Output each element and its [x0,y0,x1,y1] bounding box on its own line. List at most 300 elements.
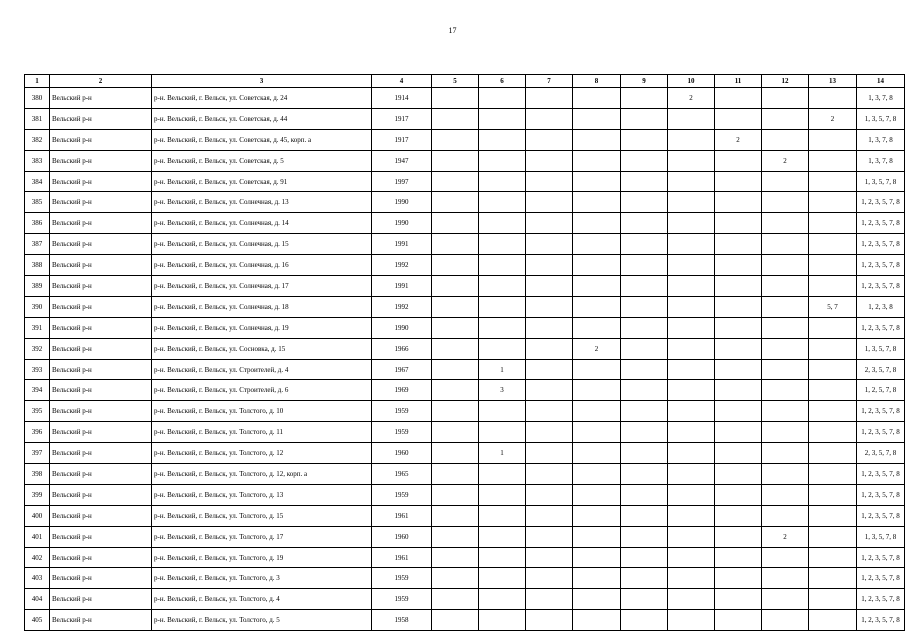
table-cell-col-5 [432,150,479,171]
table-cell-col-11 [715,505,762,526]
table-cell-col-9 [621,338,668,359]
table-cell-col-4: 1958 [372,610,432,631]
table-cell-col-1: 384 [25,171,50,192]
table-cell-col-6: 1 [479,359,526,380]
table-cell-col-7 [526,88,573,109]
table-cell-col-9 [621,484,668,505]
table-cell-col-1: 396 [25,422,50,443]
table-cell-col-11 [715,484,762,505]
column-header-4: 4 [372,75,432,88]
table-cell-col-8 [573,171,621,192]
table-cell-col-3: р-н. Вельский, г. Вельск, ул. Строителей, д. 6 [152,380,372,401]
table-cell-col-5 [432,234,479,255]
table-cell-col-7 [526,213,573,234]
table-cell-col-7 [526,380,573,401]
table-cell-col-2: Вельский р-н [50,213,152,234]
table-cell-col-11 [715,338,762,359]
table-cell-col-9 [621,443,668,464]
table-cell-col-1: 391 [25,317,50,338]
table-cell-col-14: 1, 2, 3, 5, 7, 8 [857,317,905,338]
table-cell-col-10 [668,150,715,171]
table-row [25,255,905,276]
table-cell-col-4: 1959 [372,422,432,443]
table-cell-col-1: 383 [25,150,50,171]
table-cell-col-6 [479,213,526,234]
table-cell-col-1: 387 [25,234,50,255]
table-cell-col-5 [432,547,479,568]
table-cell-col-11 [715,171,762,192]
table-cell-col-6 [479,317,526,338]
table-cell-col-2: Вельский р-н [50,380,152,401]
table-cell-col-1: 400 [25,505,50,526]
table-cell-col-14: 1, 3, 5, 7, 8 [857,171,905,192]
table-cell-col-3: р-н. Вельский, г. Вельск, ул. Советская, д. 44 [152,108,372,129]
table-cell-col-9 [621,610,668,631]
table-cell-col-3: р-н. Вельский, г. Вельск, ул. Толстого, д. 5 [152,610,372,631]
table-cell-col-9 [621,547,668,568]
table-row [25,568,905,589]
table-cell-col-7 [526,547,573,568]
table-cell-col-4: 1917 [372,108,432,129]
table-cell-col-2: Вельский р-н [50,192,152,213]
table-cell-col-7 [526,276,573,297]
table-cell-col-7 [526,401,573,422]
table-cell-col-9 [621,526,668,547]
table-cell-col-10 [668,547,715,568]
table-cell-col-3: р-н. Вельский, г. Вельск, ул. Толстого, д. 4 [152,589,372,610]
table-cell-col-3: р-н. Вельский, г. Вельск, ул. Советская, д. 5 [152,150,372,171]
table-cell-col-5 [432,380,479,401]
table-cell-col-10 [668,171,715,192]
table-cell-col-8 [573,150,621,171]
table-cell-col-3: р-н. Вельский, г. Вельск, ул. Толстого, д. 13 [152,484,372,505]
table-cell-col-7 [526,464,573,485]
table-cell-col-9 [621,108,668,129]
table-cell-col-2: Вельский р-н [50,171,152,192]
table-cell-col-7 [526,171,573,192]
table-cell-col-13 [809,526,857,547]
table-cell-col-14: 1, 2, 3, 5, 7, 8 [857,568,905,589]
table-cell-col-4: 1992 [372,255,432,276]
table-cell-col-8 [573,276,621,297]
table-cell-col-10 [668,380,715,401]
table-cell-col-14: 1, 2, 3, 5, 7, 8 [857,610,905,631]
table-cell-col-10 [668,464,715,485]
table-row [25,443,905,464]
table-cell-col-12 [762,171,809,192]
table-cell-col-6: 3 [479,380,526,401]
table-row [25,129,905,150]
table-cell-col-4: 1914 [372,88,432,109]
table-cell-col-2: Вельский р-н [50,108,152,129]
table-cell-col-11 [715,547,762,568]
table-cell-col-12 [762,359,809,380]
table-cell-col-8 [573,401,621,422]
table-cell-col-14: 1, 2, 3, 5, 7, 8 [857,234,905,255]
table-cell-col-1: 404 [25,589,50,610]
table-cell-col-14: 1, 2, 3, 5, 7, 8 [857,422,905,443]
table-cell-col-8 [573,589,621,610]
table-cell-col-10 [668,338,715,359]
table-cell-col-12 [762,192,809,213]
table-cell-col-11 [715,422,762,443]
table-cell-col-11 [715,192,762,213]
table-cell-col-1: 394 [25,380,50,401]
table-cell-col-14: 1, 3, 7, 8 [857,129,905,150]
table-cell-col-12 [762,484,809,505]
table-cell-col-11 [715,150,762,171]
table-cell-col-4: 1991 [372,234,432,255]
table-cell-col-1: 395 [25,401,50,422]
table-cell-col-10 [668,610,715,631]
table-cell-col-4: 1959 [372,589,432,610]
page-number: 17 [448,26,457,35]
table-cell-col-9 [621,129,668,150]
column-header-14: 14 [857,75,905,88]
table-cell-col-5 [432,296,479,317]
table-cell-col-12 [762,129,809,150]
table-cell-col-4: 1992 [372,296,432,317]
table-cell-col-10 [668,484,715,505]
table-cell-col-7 [526,192,573,213]
table-cell-col-11 [715,296,762,317]
table-cell-col-6 [479,589,526,610]
table-cell-col-5 [432,276,479,297]
table-cell-col-3: р-н. Вельский, г. Вельск, ул. Толстого, д. 11 [152,422,372,443]
table-cell-col-12 [762,443,809,464]
table-cell-col-1: 386 [25,213,50,234]
table-cell-col-10 [668,317,715,338]
table-cell-col-13 [809,338,857,359]
table-cell-col-10: 2 [668,88,715,109]
table-cell-col-13 [809,401,857,422]
table-cell-col-9 [621,192,668,213]
table-cell-col-12 [762,276,809,297]
table-cell-col-9 [621,380,668,401]
table-cell-col-6 [479,276,526,297]
table-cell-col-10 [668,296,715,317]
table-cell-col-12 [762,317,809,338]
table-cell-col-6 [479,150,526,171]
table-cell-col-13 [809,610,857,631]
table-row [25,296,905,317]
table-row [25,150,905,171]
table-cell-col-11: 2 [715,129,762,150]
table-cell-col-12 [762,380,809,401]
table-cell-col-11 [715,526,762,547]
table-cell-col-13 [809,547,857,568]
table-cell-col-7 [526,568,573,589]
table-cell-col-9 [621,401,668,422]
table-cell-col-12 [762,255,809,276]
table-row [25,234,905,255]
table-cell-col-5 [432,568,479,589]
table-cell-col-10 [668,276,715,297]
table-cell-col-4: 1960 [372,443,432,464]
table-cell-col-9 [621,422,668,443]
table-cell-col-4: 1959 [372,484,432,505]
table-cell-col-4: 1990 [372,213,432,234]
table-cell-col-7 [526,526,573,547]
table-cell-col-11 [715,568,762,589]
table-cell-col-14: 2, 3, 5, 7, 8 [857,443,905,464]
table-cell-col-5 [432,129,479,150]
table-cell-col-1: 389 [25,276,50,297]
table-cell-col-11 [715,88,762,109]
table-cell-col-1: 403 [25,568,50,589]
table-cell-col-5 [432,108,479,129]
table-cell-col-7 [526,317,573,338]
table-row [25,88,905,109]
table-cell-col-5 [432,213,479,234]
table-cell-col-13: 2 [809,108,857,129]
table-cell-col-14: 1, 2, 3, 5, 7, 8 [857,484,905,505]
table-cell-col-4: 1961 [372,547,432,568]
table-cell-col-14: 1, 2, 3, 5, 7, 8 [857,401,905,422]
table-cell-col-8 [573,296,621,317]
table-cell-col-12 [762,338,809,359]
table-cell-col-14: 1, 3, 5, 7, 8 [857,526,905,547]
table-cell-col-4: 1960 [372,526,432,547]
table-row [25,484,905,505]
table-cell-col-9 [621,234,668,255]
table-cell-col-5 [432,422,479,443]
table-cell-col-3: р-н. Вельский, г. Вельск, ул. Солнечная, д. 13 [152,192,372,213]
table-cell-col-6 [479,547,526,568]
column-header-11: 11 [715,75,762,88]
table-cell-col-6 [479,401,526,422]
table-cell-col-3: р-н. Вельский, г. Вельск, ул. Советская, д. 24 [152,88,372,109]
table-cell-col-7 [526,296,573,317]
table-cell-col-3: р-н. Вельский, г. Вельск, ул. Толстого, д. 10 [152,401,372,422]
table-cell-col-5 [432,338,479,359]
table-cell-col-4: 1990 [372,192,432,213]
table-cell-col-6 [479,192,526,213]
table-cell-col-13 [809,589,857,610]
table-cell-col-9 [621,296,668,317]
table-cell-col-9 [621,505,668,526]
table-cell-col-8 [573,255,621,276]
table-cell-col-14: 1, 2, 5, 7, 8 [857,380,905,401]
table-cell-col-9 [621,276,668,297]
table-cell-col-13: 5, 7 [809,296,857,317]
table-row [25,547,905,568]
table-cell-col-3: р-н. Вельский, г. Вельск, ул. Строителей, д. 4 [152,359,372,380]
table-cell-col-11 [715,610,762,631]
table-cell-col-6 [479,88,526,109]
table-cell-col-7 [526,255,573,276]
table-cell-col-9 [621,171,668,192]
table-cell-col-8 [573,108,621,129]
column-header-2: 2 [50,75,152,88]
table-cell-col-7 [526,150,573,171]
table-cell-col-2: Вельский р-н [50,401,152,422]
table-cell-col-12 [762,296,809,317]
table-cell-col-12 [762,505,809,526]
table-cell-col-11 [715,443,762,464]
table-cell-col-13 [809,484,857,505]
table-cell-col-7 [526,129,573,150]
table-body [25,88,905,631]
table-cell-col-7 [526,443,573,464]
table-cell-col-1: 382 [25,129,50,150]
table-row [25,359,905,380]
table-cell-col-11 [715,234,762,255]
table-cell-col-14: 1, 3, 7, 8 [857,150,905,171]
column-header-7: 7 [526,75,573,88]
table-cell-col-6 [479,338,526,359]
table-cell-col-14: 1, 2, 3, 8 [857,296,905,317]
table-cell-col-8 [573,443,621,464]
table-cell-col-10 [668,255,715,276]
table-cell-col-6 [479,610,526,631]
table-cell-col-3: р-н. Вельский, г. Вельск, ул. Солнечная, д. 15 [152,234,372,255]
table-cell-col-9 [621,464,668,485]
table-cell-col-4: 1991 [372,276,432,297]
table-cell-col-8 [573,129,621,150]
table-cell-col-6 [479,255,526,276]
table-cell-col-5 [432,443,479,464]
table-cell-col-5 [432,526,479,547]
table-cell-col-13 [809,234,857,255]
table-cell-col-11 [715,108,762,129]
table-cell-col-5 [432,464,479,485]
table-cell-col-6 [479,129,526,150]
table-cell-col-14: 1, 2, 3, 5, 7, 8 [857,213,905,234]
table-cell-col-2: Вельский р-н [50,484,152,505]
table-cell-col-13 [809,276,857,297]
table-cell-col-13 [809,317,857,338]
table-cell-col-12 [762,589,809,610]
table-cell-col-13 [809,380,857,401]
table-cell-col-2: Вельский р-н [50,234,152,255]
table-cell-col-9 [621,88,668,109]
table-cell-col-10 [668,443,715,464]
table-cell-col-13 [809,150,857,171]
column-header-8: 8 [573,75,621,88]
column-header-9: 9 [621,75,668,88]
table-cell-col-12 [762,234,809,255]
table-cell-col-1: 381 [25,108,50,129]
table-cell-col-4: 1947 [372,150,432,171]
table-cell-col-2: Вельский р-н [50,359,152,380]
table-cell-col-5 [432,88,479,109]
table-cell-col-10 [668,213,715,234]
table-cell-col-13 [809,568,857,589]
table-cell-col-10 [668,129,715,150]
table-cell-col-8 [573,380,621,401]
table-cell-col-3: р-н. Вельский, г. Вельск, ул. Толстого, д. 17 [152,526,372,547]
table-cell-col-4: 1967 [372,359,432,380]
table-cell-col-13 [809,129,857,150]
table-cell-col-11 [715,359,762,380]
table-row [25,192,905,213]
table-cell-col-2: Вельский р-н [50,610,152,631]
table-cell-col-2: Вельский р-н [50,255,152,276]
table-cell-col-11 [715,380,762,401]
table-cell-col-8 [573,317,621,338]
table-cell-col-6 [479,108,526,129]
column-header-5: 5 [432,75,479,88]
table-cell-col-2: Вельский р-н [50,505,152,526]
table-cell-col-14: 1, 2, 3, 5, 7, 8 [857,505,905,526]
table-cell-col-14: 1, 2, 3, 5, 7, 8 [857,589,905,610]
table-cell-col-2: Вельский р-н [50,276,152,297]
table-cell-col-2: Вельский р-н [50,317,152,338]
table-row [25,171,905,192]
table-cell-col-10 [668,526,715,547]
table-cell-col-10 [668,108,715,129]
table-cell-col-13 [809,171,857,192]
table-cell-col-2: Вельский р-н [50,547,152,568]
table-cell-col-14: 1, 2, 3, 5, 7, 8 [857,276,905,297]
table-cell-col-3: р-н. Вельский, г. Вельск, ул. Толстого, д. 19 [152,547,372,568]
table-cell-col-1: 385 [25,192,50,213]
table-cell-col-5 [432,359,479,380]
table-cell-col-12 [762,610,809,631]
table-cell-col-8 [573,192,621,213]
table-cell-col-7 [526,610,573,631]
table-cell-col-14: 1, 2, 3, 5, 7, 8 [857,192,905,213]
table-row [25,213,905,234]
table-cell-col-11 [715,464,762,485]
table-cell-col-13 [809,443,857,464]
column-header-1: 1 [25,75,50,88]
table-cell-col-8 [573,610,621,631]
table-cell-col-8 [573,547,621,568]
table-cell-col-1: 380 [25,88,50,109]
table-cell-col-14: 1, 3, 7, 8 [857,88,905,109]
table-cell-col-8 [573,526,621,547]
table-cell-col-6 [479,296,526,317]
table-cell-col-14: 1, 2, 3, 5, 7, 8 [857,547,905,568]
table-cell-col-4: 1990 [372,317,432,338]
table-cell-col-7 [526,505,573,526]
table-row [25,380,905,401]
table-cell-col-8 [573,568,621,589]
table-cell-col-12: 2 [762,150,809,171]
table-row [25,505,905,526]
column-header-6: 6 [479,75,526,88]
table-cell-col-12 [762,88,809,109]
table-cell-col-11 [715,589,762,610]
table-cell-col-1: 401 [25,526,50,547]
table-cell-col-4: 1997 [372,171,432,192]
table-cell-col-14: 2, 3, 5, 7, 8 [857,359,905,380]
table-cell-col-14: 1, 3, 5, 7, 8 [857,108,905,129]
table-cell-col-12 [762,108,809,129]
column-header-3: 3 [152,75,372,88]
table-cell-col-6 [479,505,526,526]
table-cell-col-10 [668,422,715,443]
table-cell-col-9 [621,568,668,589]
table-row [25,338,905,359]
column-header-13: 13 [809,75,857,88]
table-cell-col-5 [432,255,479,276]
table-cell-col-5 [432,171,479,192]
table-cell-col-8 [573,88,621,109]
table-cell-col-13 [809,422,857,443]
table-cell-col-12 [762,401,809,422]
table-cell-col-8: 2 [573,338,621,359]
register-table [24,74,905,631]
table-cell-col-9 [621,255,668,276]
table-cell-col-8 [573,234,621,255]
table-cell-col-12 [762,464,809,485]
table-cell-col-10 [668,234,715,255]
table-row [25,276,905,297]
table-cell-col-3: р-н. Вельский, г. Вельск, ул. Солнечная, д. 16 [152,255,372,276]
